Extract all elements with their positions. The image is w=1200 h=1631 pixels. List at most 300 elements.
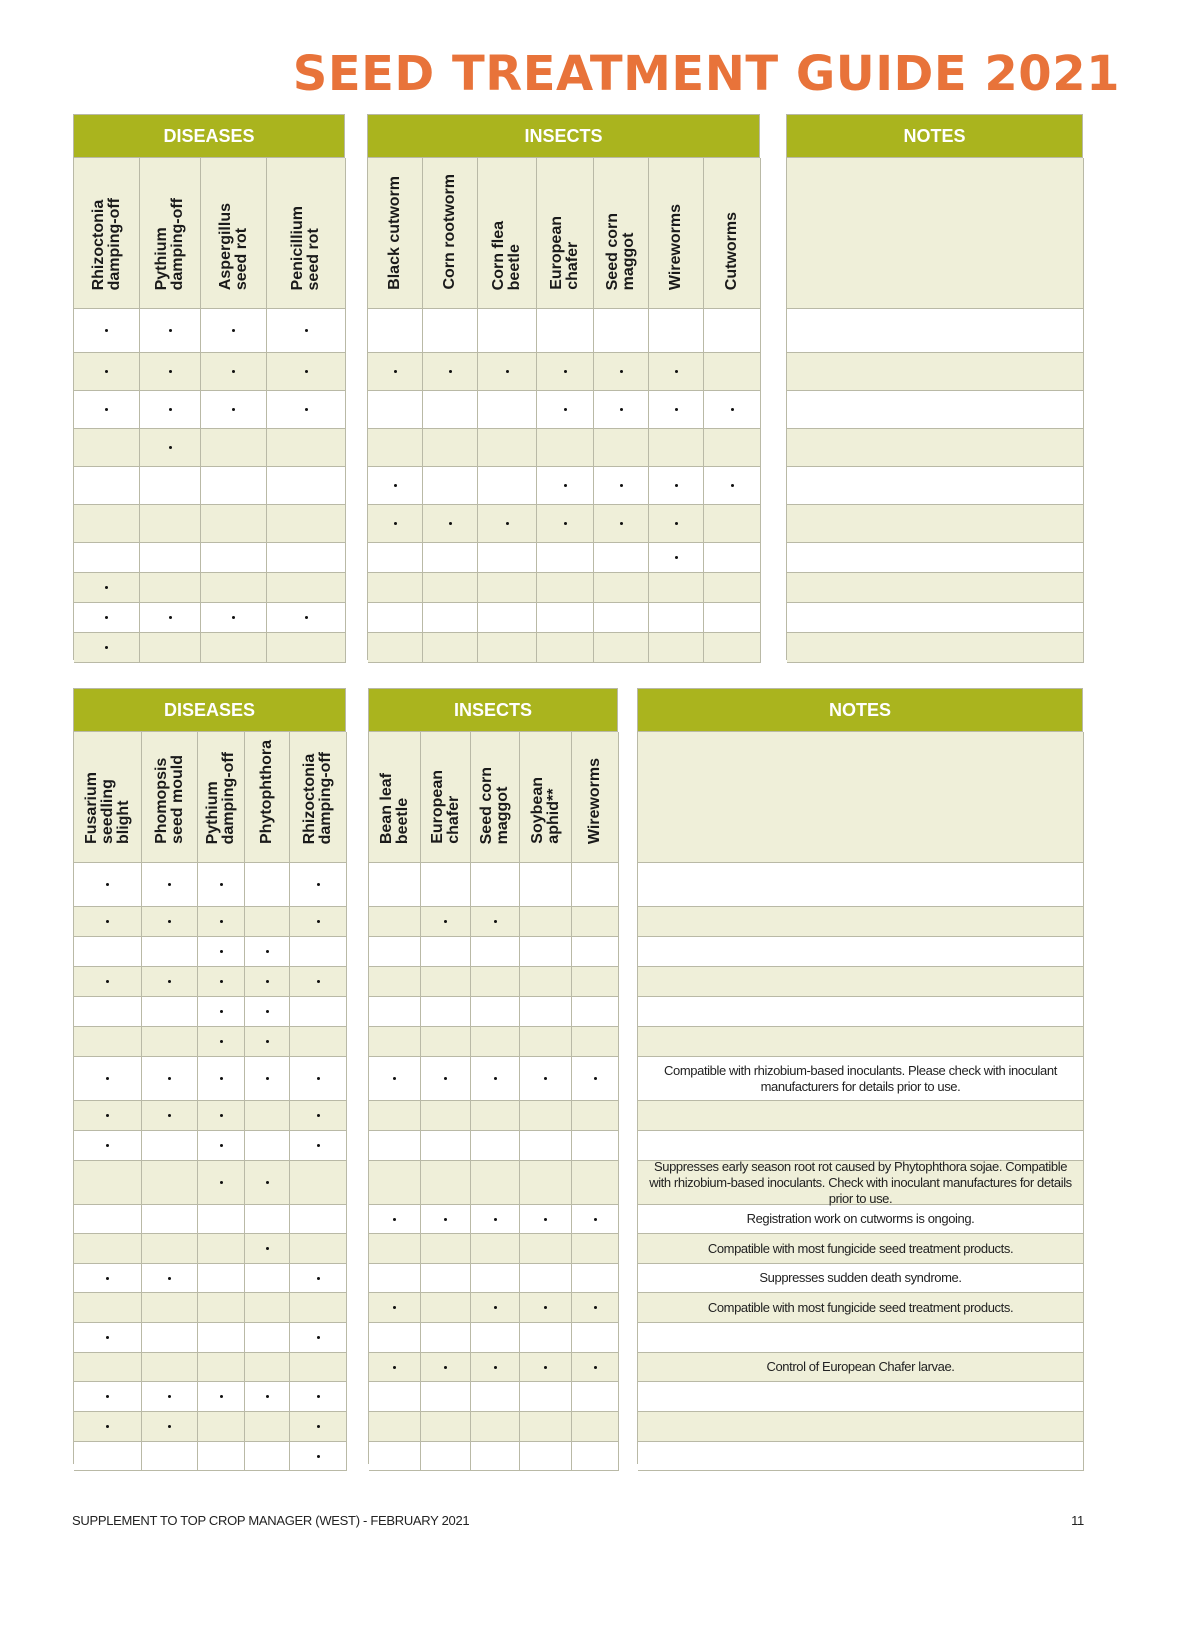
bullet-dot bbox=[169, 408, 172, 411]
bullet-dot bbox=[594, 1077, 597, 1080]
column-header bbox=[74, 158, 140, 309]
table-cell bbox=[368, 573, 423, 603]
ins-header: INSECTS bbox=[369, 689, 618, 732]
table-cell bbox=[520, 1264, 572, 1293]
table-cell bbox=[421, 1101, 471, 1131]
table-cell bbox=[572, 1101, 619, 1131]
table-cell bbox=[74, 967, 142, 997]
table-cell bbox=[245, 1293, 290, 1323]
table-cell bbox=[704, 391, 761, 429]
table-cell bbox=[290, 1264, 347, 1293]
notes-cell bbox=[638, 1131, 1084, 1161]
table-cell bbox=[369, 1161, 421, 1205]
table-cell bbox=[142, 1027, 198, 1057]
table-cell bbox=[649, 429, 704, 467]
column-header-label: Phytophthora bbox=[258, 740, 275, 844]
table-cell bbox=[537, 391, 594, 429]
table-cell bbox=[478, 505, 537, 543]
table-cell bbox=[267, 573, 346, 603]
table-cell bbox=[245, 1234, 290, 1264]
notes-column-header bbox=[638, 732, 1084, 863]
bullet-dot bbox=[594, 1366, 597, 1369]
table-cell bbox=[290, 1323, 347, 1353]
table-cell bbox=[142, 1382, 198, 1412]
table-cell bbox=[140, 505, 201, 543]
table-cell bbox=[537, 543, 594, 573]
column-header bbox=[267, 158, 346, 309]
table-cell bbox=[198, 1057, 245, 1101]
column-header bbox=[245, 732, 290, 863]
table-cell bbox=[471, 1382, 520, 1412]
bullet-dot bbox=[232, 408, 235, 411]
column-header-label: Penicillium seed rot bbox=[289, 205, 322, 290]
dis-header: DISEASES bbox=[74, 115, 345, 158]
bullet-dot bbox=[305, 329, 308, 332]
column-header-label: Pythium damping-off bbox=[204, 751, 237, 844]
table-cell bbox=[74, 997, 142, 1027]
table-cell bbox=[140, 309, 201, 353]
table-cell bbox=[74, 1442, 142, 1471]
notes-cell bbox=[787, 505, 1084, 543]
page-number: 11 bbox=[1071, 1513, 1084, 1528]
table-cell bbox=[537, 309, 594, 353]
bullet-dot bbox=[731, 408, 734, 411]
note-text: Compatible with most fungicide seed treatment products. bbox=[707, 1299, 1014, 1315]
table-cell bbox=[245, 997, 290, 1027]
bullet-dot bbox=[317, 1144, 320, 1147]
table-cell bbox=[520, 1353, 572, 1382]
table-cell bbox=[594, 633, 649, 663]
section1-notes-table bbox=[786, 114, 1083, 660]
notes-header: NOTES bbox=[638, 689, 1083, 732]
table-cell bbox=[201, 391, 267, 429]
table-cell bbox=[572, 1027, 619, 1057]
table-cell bbox=[537, 505, 594, 543]
bullet-dot bbox=[564, 522, 567, 525]
table-cell bbox=[421, 1027, 471, 1057]
bullet-dot bbox=[394, 370, 397, 373]
bullet-dot bbox=[393, 1366, 396, 1369]
table-cell bbox=[245, 1323, 290, 1353]
table-cell bbox=[572, 997, 619, 1027]
page-title: SEED TREATMENT GUIDE 2021 bbox=[292, 46, 1120, 102]
bullet-dot bbox=[168, 1114, 171, 1117]
table-cell bbox=[267, 429, 346, 467]
table-cell bbox=[478, 309, 537, 353]
bullet-dot bbox=[393, 1306, 396, 1309]
table-cell bbox=[649, 467, 704, 505]
table-cell bbox=[201, 633, 267, 663]
table-cell bbox=[142, 1205, 198, 1234]
table-cell bbox=[198, 1027, 245, 1057]
bullet-dot bbox=[506, 522, 509, 525]
table-cell bbox=[421, 1057, 471, 1101]
bullet-dot bbox=[675, 484, 678, 487]
table-cell bbox=[290, 863, 347, 907]
bullet-dot bbox=[494, 1077, 497, 1080]
table-cell bbox=[572, 967, 619, 997]
table-cell bbox=[471, 907, 520, 937]
table-cell bbox=[140, 633, 201, 663]
table-cell bbox=[368, 633, 423, 663]
table-cell bbox=[421, 1382, 471, 1412]
table-cell bbox=[520, 1412, 572, 1442]
bullet-dot bbox=[220, 1395, 223, 1398]
table-cell bbox=[198, 1161, 245, 1205]
table-cell bbox=[245, 1057, 290, 1101]
table-cell bbox=[478, 391, 537, 429]
table-cell bbox=[520, 1101, 572, 1131]
table-cell bbox=[198, 907, 245, 937]
table-cell bbox=[74, 309, 140, 353]
column-header bbox=[421, 732, 471, 863]
notes-cell bbox=[638, 1264, 1084, 1293]
bullet-dot bbox=[106, 1336, 109, 1339]
table-cell bbox=[267, 603, 346, 633]
bullet-dot bbox=[232, 616, 235, 619]
table-cell bbox=[423, 309, 478, 353]
bullet-dot bbox=[594, 1218, 597, 1221]
bullet-dot bbox=[105, 646, 108, 649]
table-cell bbox=[74, 1161, 142, 1205]
table-cell bbox=[245, 1161, 290, 1205]
table-cell bbox=[74, 1234, 142, 1264]
bullet-dot bbox=[675, 522, 678, 525]
table-cell bbox=[198, 1293, 245, 1323]
bullet-dot bbox=[220, 980, 223, 983]
table-cell bbox=[572, 1353, 619, 1382]
table-cell bbox=[421, 1353, 471, 1382]
bullet-dot bbox=[220, 1114, 223, 1117]
table-cell bbox=[471, 1205, 520, 1234]
table-cell bbox=[421, 1264, 471, 1293]
bullet-dot bbox=[317, 1336, 320, 1339]
table-cell bbox=[142, 907, 198, 937]
table-cell bbox=[140, 573, 201, 603]
column-header-label: Soybean aphid** bbox=[528, 777, 562, 844]
table-cell bbox=[368, 429, 423, 467]
table-cell bbox=[290, 997, 347, 1027]
table-cell bbox=[369, 1293, 421, 1323]
table-cell bbox=[74, 937, 142, 967]
section2-insects-table bbox=[368, 688, 618, 1464]
table-cell bbox=[142, 967, 198, 997]
table-cell bbox=[421, 1442, 471, 1471]
table-cell bbox=[520, 1382, 572, 1412]
notes-cell bbox=[638, 1382, 1084, 1412]
table-cell bbox=[520, 907, 572, 937]
bullet-dot bbox=[106, 1077, 109, 1080]
bullet-dot bbox=[220, 1040, 223, 1043]
table-cell bbox=[267, 309, 346, 353]
table-cell bbox=[368, 353, 423, 391]
notes-cell bbox=[638, 1205, 1084, 1234]
table-cell bbox=[471, 1161, 520, 1205]
table-cell bbox=[201, 505, 267, 543]
table-cell bbox=[649, 543, 704, 573]
table-cell bbox=[142, 1264, 198, 1293]
bullet-dot bbox=[544, 1218, 547, 1221]
column-header bbox=[142, 732, 198, 863]
note-text: Compatible with most fungicide seed treatment products. bbox=[707, 1240, 1014, 1256]
table-cell bbox=[368, 543, 423, 573]
notes-cell bbox=[787, 309, 1084, 353]
table-cell bbox=[290, 1234, 347, 1264]
table-cell bbox=[198, 1234, 245, 1264]
table-cell bbox=[267, 543, 346, 573]
notes-cell bbox=[787, 603, 1084, 633]
table-cell bbox=[423, 573, 478, 603]
column-header-label: Fusarium seedling blight bbox=[82, 771, 132, 844]
table-cell bbox=[423, 505, 478, 543]
column-header-label: Wireworms bbox=[586, 757, 603, 844]
bullet-dot bbox=[444, 1366, 447, 1369]
bullet-dot bbox=[105, 329, 108, 332]
bullet-dot bbox=[494, 1306, 497, 1309]
table-cell bbox=[471, 967, 520, 997]
column-header bbox=[594, 158, 649, 309]
table-cell bbox=[142, 1412, 198, 1442]
column-header-label: Pythium damping-off bbox=[153, 197, 186, 290]
bullet-dot bbox=[317, 920, 320, 923]
table-cell bbox=[267, 353, 346, 391]
table-cell bbox=[140, 429, 201, 467]
table-cell bbox=[290, 1353, 347, 1382]
table-cell bbox=[74, 1057, 142, 1101]
notes-cell bbox=[787, 429, 1084, 467]
table-cell bbox=[245, 967, 290, 997]
table-cell bbox=[201, 309, 267, 353]
notes-cell bbox=[787, 543, 1084, 573]
table-cell bbox=[520, 1027, 572, 1057]
table-cell bbox=[290, 1442, 347, 1471]
notes-cell bbox=[787, 467, 1084, 505]
table-cell bbox=[649, 573, 704, 603]
table-cell bbox=[478, 633, 537, 663]
table-cell bbox=[201, 467, 267, 505]
bullet-dot bbox=[317, 980, 320, 983]
table-cell bbox=[520, 1057, 572, 1101]
table-cell bbox=[74, 1205, 142, 1234]
bullet-dot bbox=[393, 1218, 396, 1221]
table-cell bbox=[471, 1442, 520, 1471]
bullet-dot bbox=[232, 370, 235, 373]
table-cell bbox=[423, 633, 478, 663]
table-cell bbox=[471, 1353, 520, 1382]
table-cell bbox=[520, 1131, 572, 1161]
table-cell bbox=[142, 1293, 198, 1323]
bullet-dot bbox=[168, 883, 171, 886]
column-header-label: Seed corn maggot bbox=[478, 766, 511, 844]
bullet-dot bbox=[394, 484, 397, 487]
table-cell bbox=[290, 1027, 347, 1057]
bullet-dot bbox=[106, 1144, 109, 1147]
bullet-dot bbox=[106, 980, 109, 983]
table-cell bbox=[369, 1382, 421, 1412]
bullet-dot bbox=[444, 1218, 447, 1221]
table-cell bbox=[142, 1101, 198, 1131]
table-cell bbox=[201, 429, 267, 467]
table-cell bbox=[423, 429, 478, 467]
bullet-dot bbox=[105, 408, 108, 411]
table-cell bbox=[520, 967, 572, 997]
table-cell bbox=[478, 543, 537, 573]
bullet-dot bbox=[675, 370, 678, 373]
table-cell bbox=[74, 505, 140, 543]
table-cell bbox=[649, 505, 704, 543]
bullet-dot bbox=[394, 522, 397, 525]
bullet-dot bbox=[266, 980, 269, 983]
bullet-dot bbox=[266, 1040, 269, 1043]
table-cell bbox=[421, 1293, 471, 1323]
table-cell bbox=[245, 1264, 290, 1293]
table-cell bbox=[594, 505, 649, 543]
table-cell bbox=[471, 1293, 520, 1323]
column-header-label: Wireworms bbox=[667, 203, 684, 290]
notes-cell bbox=[638, 907, 1084, 937]
table-cell bbox=[267, 505, 346, 543]
table-cell bbox=[520, 997, 572, 1027]
table-cell bbox=[74, 1101, 142, 1131]
bullet-dot bbox=[317, 1395, 320, 1398]
bullet-dot bbox=[266, 1395, 269, 1398]
bullet-dot bbox=[449, 522, 452, 525]
table-cell bbox=[649, 309, 704, 353]
table-cell bbox=[368, 603, 423, 633]
bullet-dot bbox=[317, 1114, 320, 1117]
table-cell bbox=[74, 1264, 142, 1293]
column-header-label: Phomopsis seed mould bbox=[152, 755, 186, 844]
table-cell bbox=[471, 863, 520, 907]
table-cell bbox=[369, 1353, 421, 1382]
column-header bbox=[471, 732, 520, 863]
table-cell bbox=[572, 1057, 619, 1101]
bullet-dot bbox=[106, 1277, 109, 1280]
table-cell bbox=[537, 633, 594, 663]
bullet-dot bbox=[544, 1366, 547, 1369]
table-cell bbox=[369, 1205, 421, 1234]
table-cell bbox=[572, 1412, 619, 1442]
table-cell bbox=[198, 1382, 245, 1412]
table-cell bbox=[520, 863, 572, 907]
table-cell bbox=[140, 353, 201, 391]
bullet-dot bbox=[620, 370, 623, 373]
bullet-dot bbox=[220, 1077, 223, 1080]
table-cell bbox=[74, 1027, 142, 1057]
table-cell bbox=[369, 937, 421, 967]
table-cell bbox=[572, 1161, 619, 1205]
column-header bbox=[537, 158, 594, 309]
table-cell bbox=[368, 391, 423, 429]
bullet-dot bbox=[266, 1010, 269, 1013]
table-cell bbox=[290, 1101, 347, 1131]
bullet-dot bbox=[494, 920, 497, 923]
notes-cell bbox=[638, 937, 1084, 967]
table-cell bbox=[537, 429, 594, 467]
table-cell bbox=[245, 1131, 290, 1161]
table-cell bbox=[142, 1234, 198, 1264]
table-cell bbox=[369, 1057, 421, 1101]
table-cell bbox=[245, 1027, 290, 1057]
table-cell bbox=[421, 1412, 471, 1442]
column-header bbox=[140, 158, 201, 309]
table-cell bbox=[267, 467, 346, 505]
bullet-dot bbox=[106, 883, 109, 886]
table-cell bbox=[421, 1205, 471, 1234]
table-cell bbox=[421, 863, 471, 907]
bullet-dot bbox=[105, 586, 108, 589]
table-cell bbox=[572, 1323, 619, 1353]
table-cell bbox=[369, 1412, 421, 1442]
table-cell bbox=[74, 1412, 142, 1442]
bullet-dot bbox=[106, 1395, 109, 1398]
table-cell bbox=[572, 907, 619, 937]
table-cell bbox=[142, 863, 198, 907]
table-cell bbox=[369, 1234, 421, 1264]
table-cell bbox=[594, 429, 649, 467]
table-cell bbox=[267, 391, 346, 429]
table-cell bbox=[142, 1442, 198, 1471]
table-cell bbox=[198, 1353, 245, 1382]
table-cell bbox=[74, 907, 142, 937]
bullet-dot bbox=[544, 1077, 547, 1080]
notes-cell bbox=[787, 353, 1084, 391]
table-cell bbox=[267, 633, 346, 663]
column-header-label: Rhizoctonia damping-off bbox=[301, 751, 334, 844]
table-cell bbox=[140, 467, 201, 505]
column-header-label: Aspergillus seed rot bbox=[216, 202, 250, 290]
column-header bbox=[478, 158, 537, 309]
table-cell bbox=[290, 1382, 347, 1412]
note-text: Registration work on cutworms is ongoing. bbox=[746, 1211, 975, 1226]
bullet-dot bbox=[620, 484, 623, 487]
bullet-dot bbox=[169, 329, 172, 332]
column-header-label: Seed corn maggot bbox=[604, 212, 637, 290]
notes-cell bbox=[638, 863, 1084, 907]
table-cell bbox=[290, 1293, 347, 1323]
table-cell bbox=[572, 1234, 619, 1264]
table-cell bbox=[74, 1353, 142, 1382]
column-header-label: European chafer bbox=[428, 770, 462, 844]
table-cell bbox=[142, 1353, 198, 1382]
bullet-dot bbox=[305, 370, 308, 373]
table-cell bbox=[74, 1382, 142, 1412]
table-cell bbox=[369, 907, 421, 937]
bullet-dot bbox=[169, 370, 172, 373]
column-header bbox=[572, 732, 619, 863]
table-cell bbox=[572, 1264, 619, 1293]
table-cell bbox=[369, 1323, 421, 1353]
table-cell bbox=[290, 1412, 347, 1442]
table-cell bbox=[421, 997, 471, 1027]
table-cell bbox=[245, 1382, 290, 1412]
column-header bbox=[649, 158, 704, 309]
table-cell bbox=[520, 1161, 572, 1205]
table-cell bbox=[198, 1323, 245, 1353]
table-cell bbox=[74, 633, 140, 663]
table-cell bbox=[290, 967, 347, 997]
table-cell bbox=[421, 907, 471, 937]
table-cell bbox=[423, 543, 478, 573]
table-cell bbox=[478, 353, 537, 391]
table-cell bbox=[594, 467, 649, 505]
table-cell bbox=[368, 309, 423, 353]
table-cell bbox=[537, 467, 594, 505]
section2-notes-table bbox=[637, 688, 1083, 1464]
table-cell bbox=[140, 391, 201, 429]
bullet-dot bbox=[266, 1247, 269, 1250]
bullet-dot bbox=[168, 980, 171, 983]
